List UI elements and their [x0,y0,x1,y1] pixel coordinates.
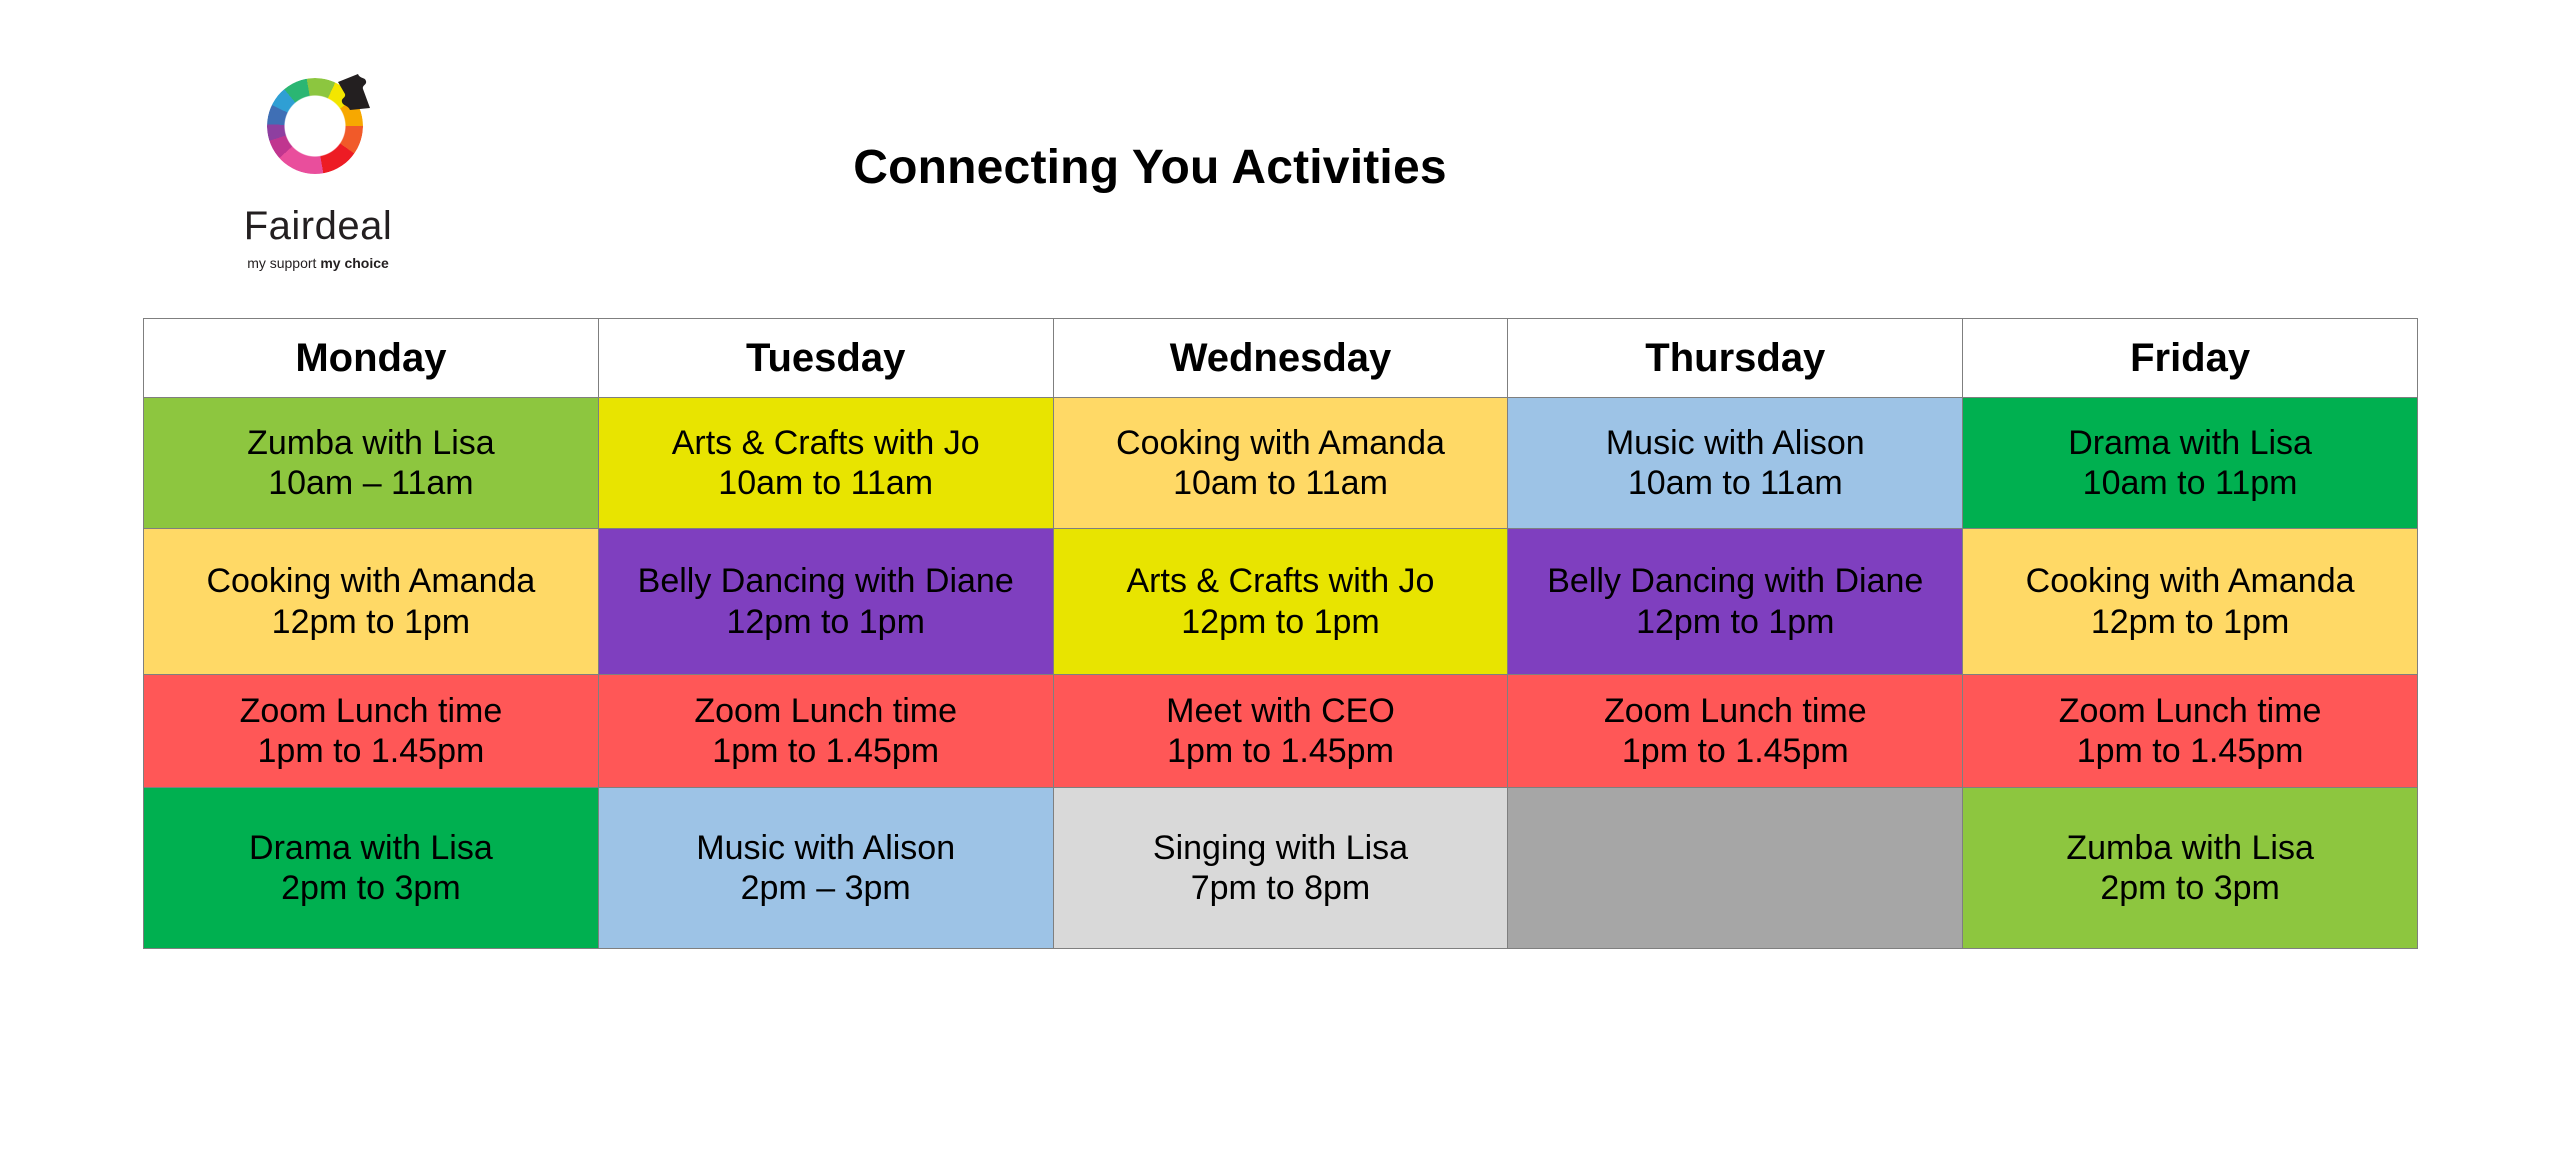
table-row [144,675,2418,788]
puzzle-piece-icon [334,70,378,112]
activity-cell: Music with Alison 2pm – 3pm [598,788,1053,949]
table-row [144,529,2418,675]
logo-wordmark: Fairdeal [243,204,393,248]
activity-cell [1508,788,1963,949]
activity-cell: Drama with Lisa 2pm to 3pm [144,788,599,949]
table-row [144,788,2418,949]
column-header-tuesday: Tuesday [598,319,1053,398]
column-header-monday: Monday [144,319,599,398]
activity-cell: Zumba with Lisa 10am – 11am [144,398,599,529]
activity-cell: Arts & Crafts with Jo 10am to 11am [598,398,1053,529]
logo-tagline [228,255,408,271]
column-header-friday: Friday [1963,319,2418,398]
activity-cell: Singing with Lisa 7pm to 8pm [1053,788,1508,949]
activity-cell: Cooking with Amanda 12pm to 1pm [1963,529,2418,675]
page-title [0,140,2560,195]
activities-timetable [143,318,2418,949]
activity-cell: Zoom Lunch time 1pm to 1.45pm [1508,675,1963,788]
activity-cell: Cooking with Amanda 12pm to 1pm [144,529,599,675]
activity-cell: Zoom Lunch time 1pm to 1.45pm [598,675,1053,788]
activity-cell: Zoom Lunch time 1pm to 1.45pm [1963,675,2418,788]
page-title-text: Connecting You Activities [853,141,1447,194]
activity-cell: Meet with CEO 1pm to 1.45pm [1053,675,1508,788]
activity-cell: Cooking with Amanda 10am to 11am [1053,398,1508,529]
logo-tagline-normal: my support [247,255,321,271]
activity-cell: Drama with Lisa 10am to 11pm [1963,398,2418,529]
table-row [144,398,2418,529]
header-row [144,319,2418,398]
column-header-thursday: Thursday [1508,319,1963,398]
activity-cell: Zoom Lunch time 1pm to 1.45pm [144,675,599,788]
timetable-body [144,398,2418,949]
logo-tagline-bold: my choice [320,255,389,271]
activity-cell: Music with Alison 10am to 11am [1508,398,1963,529]
timetable-container [143,318,2418,949]
activity-cell: Belly Dancing with Diane 12pm to 1pm [598,529,1053,675]
activity-cell: Belly Dancing with Diane 12pm to 1pm [1508,529,1963,675]
activity-cell: Zumba with Lisa 2pm to 3pm [1963,788,2418,949]
timetable-head [144,319,2418,398]
column-header-wednesday: Wednesday [1053,319,1508,398]
activity-cell: Arts & Crafts with Jo 12pm to 1pm [1053,529,1508,675]
